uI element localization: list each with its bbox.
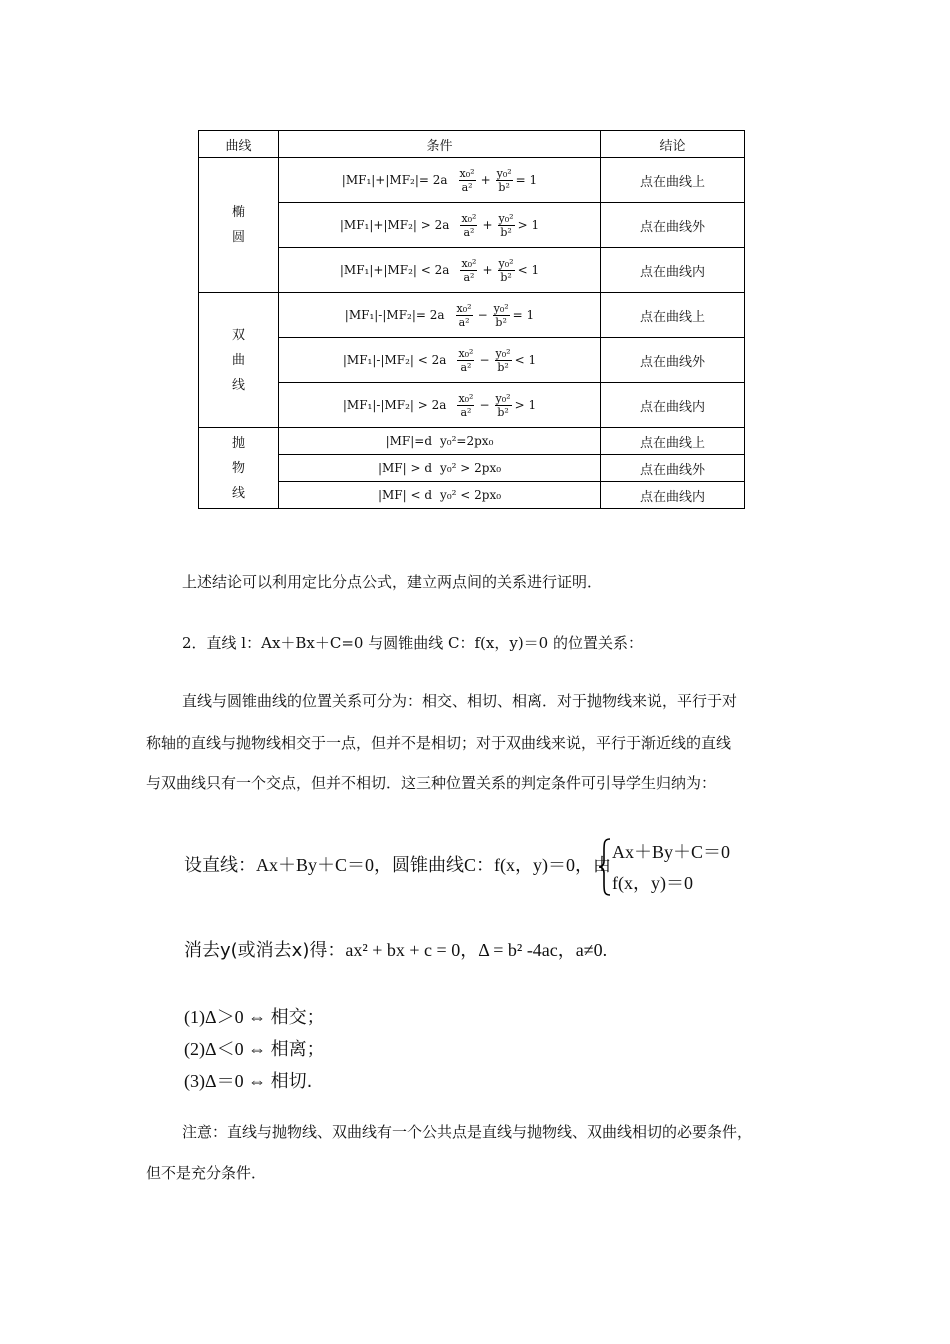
formula-elimination: 消去y(或消去x)得：ax² + bx + c = 0，Δ = b² -4ac，a≠0. <box>184 940 608 961</box>
conclusion-cell: 点在曲线上 <box>601 293 745 338</box>
conclusion-cell: 点在曲线外 <box>601 338 745 383</box>
paragraph-positions-line1: 直线与圆锥曲线的位置关系可分为：相交、相切、相离．对于抛物线来说，平行于对 <box>182 692 738 710</box>
condition-cell: |MF₁|+|MF₂|= 2a $\frac{\text{x₀²}}{\text{a²}}$ + $\frac{\text{y₀²}}{\text{b²}}$ = 1 <box>279 158 601 203</box>
system-equation-1: Ax＋By＋C＝0 <box>612 842 731 862</box>
conclusion-cell: 点在曲线外 <box>601 455 745 482</box>
paragraph-proof-note: 上述结论可以利用定比分点公式，建立两点间的关系进行证明． <box>182 573 603 591</box>
conclusion-cell: 点在曲线内 <box>601 383 745 428</box>
paragraph-positions-line3: 与双曲线只有一个交点，但并不相切．这三种位置关系的判定条件可引导学生归纳为： <box>146 774 717 792</box>
conclusion-cell: 点在曲线上 <box>601 158 745 203</box>
curve-hyperbola: 双 曲 线 <box>199 293 279 428</box>
curve-ellipse: 椭 圆 <box>199 158 279 293</box>
condition-cell: |MF₁|+|MF₂| < 2a $\frac{\text{x₀²}}{\text{a²}}$ + $\frac{\text{y₀²}}{\text{b²}}$ < 1 <box>279 248 601 293</box>
conic-position-table <box>198 130 745 509</box>
formula-setup: 设直线：Ax＋By＋C＝0，圆锥曲线C：f(x，y)＝0，由 <box>184 855 612 876</box>
case-tangent: (3)Δ＝0 ⇔ 相切. <box>184 1071 313 1092</box>
conclusion-cell: 点在曲线内 <box>601 248 745 293</box>
paragraph-note-line2: 但不是充分条件． <box>146 1164 267 1182</box>
conclusion-cell: 点在曲线上 <box>601 428 745 455</box>
condition-cell: |MF₁|-|MF₂| < 2a $\frac{\text{x₀²}}{\text{a²}}$ − $\frac{\text{y₀²}}{\text{b²}}$ < 1 <box>279 338 601 383</box>
header-conclusion: 结论 <box>601 131 745 158</box>
condition-cell: |MF₁|+|MF₂| > 2a $\frac{\text{x₀²}}{\text{a²}}$ + $\frac{\text{y₀²}}{\text{b²}}$ > 1 <box>279 203 601 248</box>
case-separate: (2)Δ＜0 ⇔ 相离； <box>184 1039 325 1060</box>
brace-icon <box>598 837 612 897</box>
conclusion-cell: 点在曲线内 <box>601 482 745 509</box>
condition-cell: |MF| < d y₀² < 2px₀ <box>279 482 601 509</box>
case-intersect: (1)Δ＞0 ⇔ 相交； <box>184 1007 325 1028</box>
paragraph-section-2-heading: 2．直线 l：Ax＋Bx＋C=0 与圆锥曲线 C：f(x，y)＝0 的位置关系： <box>182 634 643 652</box>
paragraph-note-line1: 注意：直线与抛物线、双曲线有一个公共点是直线与抛物线、双曲线相切的必要条件， <box>182 1123 753 1141</box>
curve-parabola: 抛 物 线 <box>199 428 279 509</box>
header-condition: 条件 <box>279 131 601 158</box>
condition-cell: |MF₁|-|MF₂|= 2a $\frac{\text{x₀²}}{\text{a²}}$ − $\frac{\text{y₀²}}{\text{b²}}$ = 1 <box>279 293 601 338</box>
condition-cell: |MF| > d y₀² > 2px₀ <box>279 455 601 482</box>
header-curve: 曲线 <box>199 131 279 158</box>
condition-cell: |MF|=d y₀²=2px₀ <box>279 428 601 455</box>
paragraph-positions-line2: 称轴的直线与抛物线相交于一点，但并不是相切；对于双曲线来说，平行于渐近线的直线 <box>146 734 732 752</box>
condition-cell: |MF₁|-|MF₂| > 2a $\frac{\text{x₀²}}{\text{a²}}$ − $\frac{\text{y₀²}}{\text{b²}}$ > 1 <box>279 383 601 428</box>
system-equation-2: f(x，y)＝0 <box>612 873 693 893</box>
conclusion-cell: 点在曲线外 <box>601 203 745 248</box>
